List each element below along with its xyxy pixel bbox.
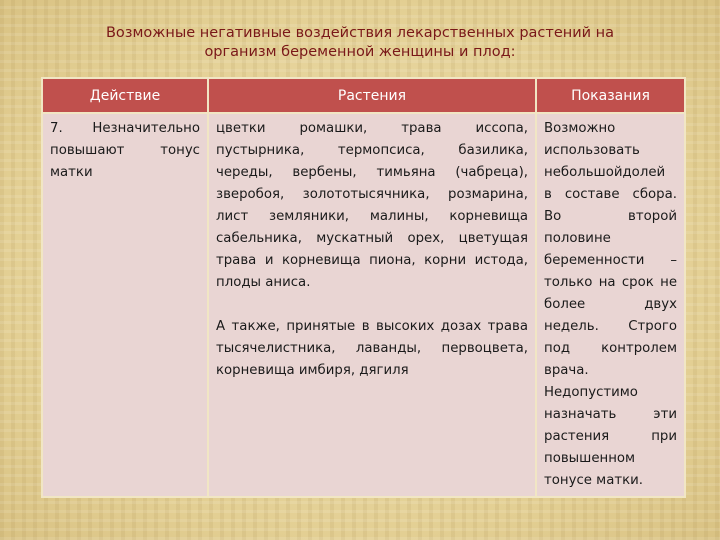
table-header-row	[42, 78, 685, 113]
table-row	[42, 113, 685, 497]
header-plants: Растения	[208, 78, 536, 113]
slide-title	[60, 24, 660, 62]
plants-paragraph-1: цветки ромашки, трава иссопа, пустырника, термопсиса, базилика, череды, вербены, тимьяна (чабреца), зверобоя, золототысячника, розмарина, лист земляники, малины, корневища сабельника, мускатный орех, цветущая трава и корневища пиона, корни истода, плоды аниса.	[216, 121, 528, 290]
cell-plants	[208, 113, 536, 497]
cell-action: 7. Незначительно повышают тонус матки	[42, 113, 208, 497]
cell-indications: Возможно использовать небольшойдолей в составе сбора. Во второй половине беременности – только на срок не более двух недель. Строго под контролем врача. Недопустимо назначать эти растения при повышенном тонусе матки.	[536, 113, 685, 497]
header-action: Действие	[42, 78, 208, 113]
header-indications: Показания	[536, 78, 685, 113]
effects-table	[41, 77, 686, 498]
plants-paragraph-2: А также, принятые в высоких дозах трава тысячелистника, лаванды, первоцвета, корневища имбиря, дягиля	[216, 319, 528, 378]
title-line-1: Возможные негативные воздействия лекарственных растений на	[105, 25, 615, 41]
title-line-2: организм беременной женщины и плод:	[204, 44, 516, 60]
